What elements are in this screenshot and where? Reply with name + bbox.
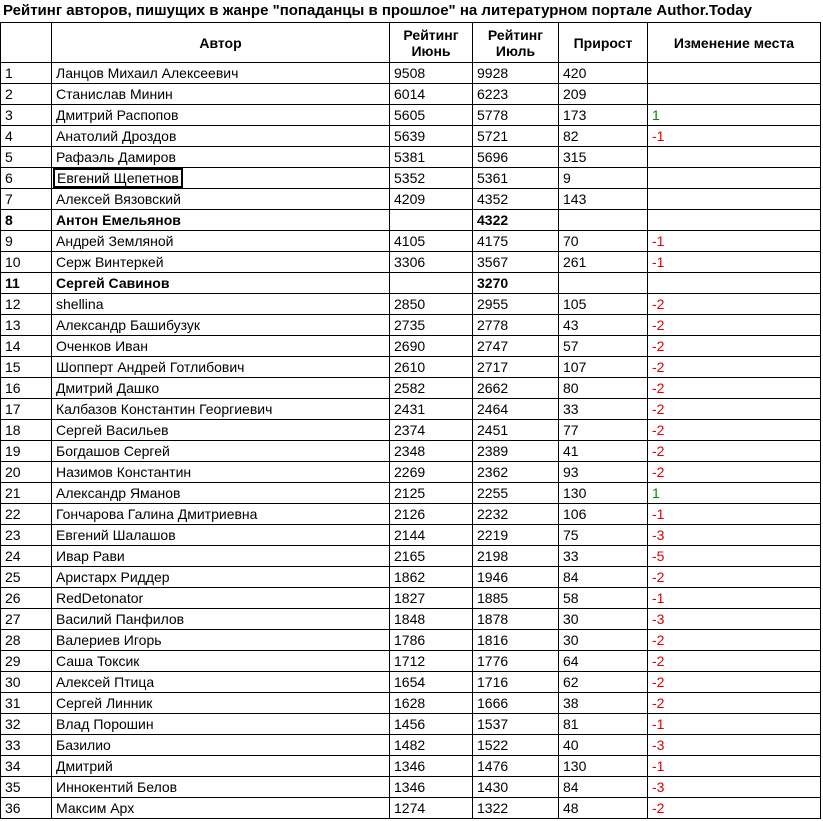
cell-rating-july[interactable]: 2778 [473,315,559,336]
table-row[interactable] [1,462,821,483]
header-rating-july: Рейтинг Июль [473,23,559,63]
cell-rating-july[interactable]: 4352 [473,189,559,210]
cell-rating-june[interactable]: 4209 [390,189,473,210]
cell-author[interactable] [52,168,390,189]
table-row[interactable] [1,63,821,84]
header-growth: Прирост [559,23,648,63]
cell-growth[interactable]: 30 [559,630,648,651]
cell-author[interactable]: Андрей Земляной [52,231,390,252]
header-place-change: Изменение места [648,23,821,63]
cell-rating-june[interactable]: 5352 [390,168,473,189]
cell-rating-july[interactable]: 1776 [473,651,559,672]
table-row[interactable] [1,567,821,588]
cell-place-change[interactable]: -2 [648,441,821,462]
cell-place-change[interactable] [648,63,821,84]
table-row[interactable] [1,315,821,336]
cell-rating-june[interactable]: 6014 [390,84,473,105]
cell-rating-june[interactable]: 1862 [390,567,473,588]
table-row[interactable] [1,168,821,189]
cell-place-change[interactable]: -2 [648,630,821,651]
cell-number[interactable]: 4 [1,126,52,147]
table-row[interactable] [1,147,821,168]
cell-rating-june[interactable] [390,210,473,231]
cell-place-change[interactable] [648,84,821,105]
cell-place-change[interactable]: -2 [648,798,821,819]
cell-author[interactable]: Максим Арх [52,798,390,819]
cell-rating-june[interactable]: 2165 [390,546,473,567]
cell-author[interactable]: Оченков Иван [52,336,390,357]
cell-rating-july[interactable]: 1816 [473,630,559,651]
cell-rating-july[interactable]: 5721 [473,126,559,147]
cell-author[interactable]: Валериев Игорь [52,630,390,651]
cell-rating-june[interactable]: 2374 [390,420,473,441]
cell-rating-june[interactable]: 2850 [390,294,473,315]
table-body [1,63,821,819]
cell-number[interactable]: 3 [1,105,52,126]
cell-author[interactable]: Рафаэль Дамиров [52,147,390,168]
cell-place-change[interactable]: -2 [648,693,821,714]
cell-place-change[interactable]: -5 [648,546,821,567]
cell-rating-july[interactable]: 2219 [473,525,559,546]
table-row[interactable] [1,546,821,567]
table-row[interactable] [1,273,821,294]
cell-growth[interactable]: 48 [559,798,648,819]
cell-number[interactable]: 29 [1,651,52,672]
cell-place-change[interactable]: 1 [648,105,821,126]
cell-number[interactable]: 33 [1,735,52,756]
cell-growth[interactable]: 84 [559,777,648,798]
cell-place-change[interactable]: -1 [648,126,821,147]
header-number [1,23,52,63]
cell-number[interactable]: 30 [1,672,52,693]
table-row[interactable] [1,693,821,714]
cell-author[interactable]: Александр Башибузук [52,315,390,336]
header-row [1,23,821,63]
table-row[interactable] [1,336,821,357]
sheet-title: Рейтинг авторов, пишущих в жанре "попаданцы в прошлое" на литературном портале Author.Today [3,2,752,19]
cell-place-change[interactable]: 1 [648,483,821,504]
table-row[interactable] [1,609,821,630]
cell-rating-july[interactable]: 5696 [473,147,559,168]
cell-rating-june[interactable]: 2735 [390,315,473,336]
cell-number[interactable]: 14 [1,336,52,357]
cell-place-change[interactable]: -2 [648,399,821,420]
cell-rating-june[interactable]: 1482 [390,735,473,756]
cell-rating-july[interactable]: 2451 [473,420,559,441]
cell-author[interactable]: Станислав Минин [52,84,390,105]
table-row[interactable] [1,357,821,378]
cell-growth[interactable]: 40 [559,735,648,756]
cell-number[interactable]: 31 [1,693,52,714]
cell-rating-july[interactable]: 1666 [473,693,559,714]
cell-place-change[interactable] [648,273,821,294]
cell-rating-july[interactable]: 4175 [473,231,559,252]
table-row[interactable] [1,504,821,525]
cell-author[interactable]: Назимов Константин [52,462,390,483]
cell-rating-june[interactable]: 1827 [390,588,473,609]
cell-growth[interactable]: 9 [559,168,648,189]
cell-growth[interactable]: 143 [559,189,648,210]
cell-rating-june[interactable]: 3306 [390,252,473,273]
cell-rating-july[interactable]: 2255 [473,483,559,504]
cell-number[interactable]: 25 [1,567,52,588]
selected-cell-frame: Евгений Щепетнов [53,168,183,188]
cell-growth[interactable]: 105 [559,294,648,315]
table-row[interactable] [1,777,821,798]
table-row[interactable] [1,294,821,315]
cell-number[interactable]: 36 [1,798,52,819]
cell-growth[interactable]: 82 [559,126,648,147]
cell-number[interactable]: 17 [1,399,52,420]
cell-growth[interactable]: 38 [559,693,648,714]
cell-place-change[interactable]: -2 [648,357,821,378]
cell-place-change[interactable]: -1 [648,252,821,273]
cell-number[interactable]: 26 [1,588,52,609]
cell-rating-july[interactable]: 3270 [473,273,559,294]
table-row[interactable] [1,210,821,231]
cell-rating-july[interactable]: 5778 [473,105,559,126]
cell-rating-july[interactable]: 2717 [473,357,559,378]
cell-rating-july[interactable]: 2747 [473,336,559,357]
cell-author[interactable]: Анатолий Дроздов [52,126,390,147]
header-rating-june: Рейтинг Июнь [390,23,473,63]
cell-author[interactable]: shellina [52,294,390,315]
header-author: Автор [52,23,390,63]
cell-growth[interactable]: 43 [559,315,648,336]
cell-author[interactable]: Сергей Васильев [52,420,390,441]
table-row[interactable] [1,735,821,756]
cell-author[interactable]: RedDetonator [52,588,390,609]
cell-rating-june[interactable]: 9508 [390,63,473,84]
cell-rating-june[interactable]: 1712 [390,651,473,672]
cell-number[interactable]: 10 [1,252,52,273]
cell-place-change[interactable] [648,210,821,231]
cell-author[interactable]: Иннокентий Белов [52,777,390,798]
cell-growth[interactable]: 209 [559,84,648,105]
cell-author[interactable]: Базилио [52,735,390,756]
cell-number[interactable]: 19 [1,441,52,462]
cell-growth[interactable]: 106 [559,504,648,525]
cell-rating-june[interactable]: 2144 [390,525,473,546]
cell-rating-july[interactable]: 1522 [473,735,559,756]
cell-growth[interactable]: 30 [559,609,648,630]
cell-number[interactable]: 6 [1,168,52,189]
table-row[interactable] [1,756,821,777]
cell-rating-july[interactable]: 4322 [473,210,559,231]
table-row[interactable] [1,483,821,504]
cell-number[interactable]: 28 [1,630,52,651]
cell-place-change[interactable]: -2 [648,651,821,672]
cell-author[interactable]: Дмитрий Дашко [52,378,390,399]
cell-author[interactable]: Серж Винтеркей [52,252,390,273]
cell-author[interactable]: Евгений Шалашов [52,525,390,546]
cell-rating-july[interactable]: 1878 [473,609,559,630]
table-row[interactable] [1,231,821,252]
table-row[interactable] [1,126,821,147]
cell-author[interactable]: Гончарова Галина Дмитриевна [52,504,390,525]
cell-rating-june[interactable]: 5381 [390,147,473,168]
table-row[interactable] [1,399,821,420]
cell-number[interactable]: 21 [1,483,52,504]
cell-number[interactable]: 15 [1,357,52,378]
table-row[interactable] [1,714,821,735]
cell-number[interactable]: 18 [1,420,52,441]
cell-number[interactable]: 1 [1,63,52,84]
table-row[interactable] [1,105,821,126]
cell-place-change[interactable] [648,189,821,210]
cell-rating-june[interactable]: 4105 [390,231,473,252]
cell-author[interactable]: Аристарх Риддер [52,567,390,588]
cell-place-change[interactable]: -2 [648,567,821,588]
cell-author[interactable]: Сергей Линник [52,693,390,714]
cell-author[interactable]: Сергей Савинов [52,273,390,294]
cell-author[interactable]: Александр Яманов [52,483,390,504]
cell-place-change[interactable]: -2 [648,294,821,315]
cell-place-change[interactable]: -1 [648,714,821,735]
cell-rating-july[interactable]: 1946 [473,567,559,588]
cell-rating-july[interactable]: 1476 [473,756,559,777]
cell-growth[interactable]: 315 [559,147,648,168]
cell-growth[interactable] [559,273,648,294]
cell-number[interactable]: 11 [1,273,52,294]
cell-number[interactable]: 24 [1,546,52,567]
cell-number[interactable]: 35 [1,777,52,798]
table-row[interactable] [1,420,821,441]
cell-number[interactable]: 2 [1,84,52,105]
rating-table [0,22,821,819]
cell-author[interactable]: Богдашов Сергей [52,441,390,462]
cell-place-change[interactable]: -3 [648,777,821,798]
cell-rating-june[interactable]: 5605 [390,105,473,126]
cell-growth[interactable]: 107 [559,357,648,378]
table-row[interactable] [1,252,821,273]
cell-growth[interactable]: 81 [559,714,648,735]
cell-place-change[interactable]: -3 [648,735,821,756]
cell-growth[interactable]: 33 [559,546,648,567]
cell-author[interactable]: Саша Токсик [52,651,390,672]
table-row[interactable] [1,651,821,672]
cell-author[interactable]: Шопперт Андрей Готлибович [52,357,390,378]
cell-growth[interactable]: 33 [559,399,648,420]
cell-number[interactable]: 32 [1,714,52,735]
cell-place-change[interactable]: -1 [648,504,821,525]
cell-growth[interactable] [559,210,648,231]
cell-number[interactable]: 7 [1,189,52,210]
cell-growth[interactable]: 75 [559,525,648,546]
cell-author[interactable]: Ланцов Михаил Алексеевич [52,63,390,84]
cell-author[interactable]: Василий Панфилов [52,609,390,630]
cell-author[interactable]: Дмитрий Распопов [52,105,390,126]
cell-place-change[interactable]: -3 [648,609,821,630]
cell-growth[interactable]: 41 [559,441,648,462]
cell-author[interactable]: Дмитрий [52,756,390,777]
cell-rating-july[interactable]: 3567 [473,252,559,273]
cell-rating-july[interactable]: 2389 [473,441,559,462]
cell-rating-july[interactable]: 2955 [473,294,559,315]
cell-author[interactable]: Ивар Рави [52,546,390,567]
cell-number[interactable]: 12 [1,294,52,315]
cell-author[interactable]: Влад Порошин [52,714,390,735]
cell-place-change[interactable]: -1 [648,588,821,609]
table-row[interactable] [1,84,821,105]
cell-rating-july[interactable]: 1537 [473,714,559,735]
cell-rating-june[interactable]: 2269 [390,462,473,483]
cell-rating-june[interactable]: 2348 [390,441,473,462]
cell-rating-july[interactable]: 6223 [473,84,559,105]
cell-place-change[interactable]: -2 [648,336,821,357]
cell-author[interactable]: Антон Емельянов [52,210,390,231]
cell-growth[interactable]: 130 [559,483,648,504]
cell-rating-july[interactable]: 2362 [473,462,559,483]
table-row[interactable] [1,588,821,609]
cell-number[interactable]: 20 [1,462,52,483]
cell-place-change[interactable]: -1 [648,756,821,777]
cell-number[interactable]: 16 [1,378,52,399]
cell-growth[interactable]: 84 [559,567,648,588]
table-row[interactable] [1,798,821,819]
cell-rating-june[interactable]: 1346 [390,777,473,798]
cell-place-change[interactable]: -2 [648,462,821,483]
cell-rating-july[interactable]: 1885 [473,588,559,609]
cell-rating-june[interactable]: 1654 [390,672,473,693]
cell-growth[interactable]: 173 [559,105,648,126]
cell-number[interactable]: 23 [1,525,52,546]
table-row[interactable] [1,441,821,462]
table-row[interactable] [1,378,821,399]
cell-growth[interactable]: 58 [559,588,648,609]
cell-place-change[interactable] [648,168,821,189]
cell-rating-july[interactable]: 1322 [473,798,559,819]
cell-growth[interactable]: 57 [559,336,648,357]
cell-number[interactable]: 5 [1,147,52,168]
cell-rating-july[interactable]: 1430 [473,777,559,798]
cell-rating-july[interactable]: 2232 [473,504,559,525]
cell-place-change[interactable]: -3 [648,525,821,546]
cell-growth[interactable]: 64 [559,651,648,672]
cell-rating-june[interactable]: 2431 [390,399,473,420]
cell-rating-july[interactable]: 2464 [473,399,559,420]
cell-number[interactable]: 27 [1,609,52,630]
cell-growth[interactable]: 77 [559,420,648,441]
cell-growth[interactable]: 62 [559,672,648,693]
cell-author[interactable]: Алексей Птица [52,672,390,693]
cell-rating-july[interactable]: 1716 [473,672,559,693]
cell-rating-june[interactable]: 2582 [390,378,473,399]
table-row[interactable] [1,630,821,651]
cell-place-change[interactable]: -1 [648,231,821,252]
cell-rating-june[interactable]: 2126 [390,504,473,525]
cell-rating-june[interactable]: 1786 [390,630,473,651]
cell-number[interactable]: 9 [1,231,52,252]
table-row[interactable] [1,525,821,546]
cell-rating-june[interactable]: 1848 [390,609,473,630]
cell-rating-june[interactable]: 2125 [390,483,473,504]
cell-growth[interactable]: 70 [559,231,648,252]
cell-rating-june[interactable]: 1456 [390,714,473,735]
cell-rating-july[interactable]: 5361 [473,168,559,189]
table-row[interactable] [1,672,821,693]
cell-rating-july[interactable]: 2198 [473,546,559,567]
cell-place-change[interactable]: -2 [648,672,821,693]
cell-rating-june[interactable]: 2610 [390,357,473,378]
cell-author[interactable]: Алексей Вязовский [52,189,390,210]
cell-author[interactable]: Калбазов Константин Георгиевич [52,399,390,420]
cell-number[interactable]: 13 [1,315,52,336]
cell-place-change[interactable]: -2 [648,315,821,336]
cell-rating-june[interactable]: 5639 [390,126,473,147]
cell-growth[interactable]: 261 [559,252,648,273]
cell-place-change[interactable]: -2 [648,420,821,441]
cell-growth[interactable]: 93 [559,462,648,483]
cell-rating-june[interactable] [390,273,473,294]
cell-growth[interactable]: 80 [559,378,648,399]
cell-number[interactable]: 8 [1,210,52,231]
cell-growth[interactable]: 420 [559,63,648,84]
table-row[interactable] [1,189,821,210]
cell-rating-july[interactable]: 9928 [473,63,559,84]
cell-rating-june[interactable]: 1274 [390,798,473,819]
cell-place-change[interactable] [648,147,821,168]
cell-rating-july[interactable]: 2662 [473,378,559,399]
cell-growth[interactable]: 130 [559,756,648,777]
cell-rating-june[interactable]: 1628 [390,693,473,714]
cell-number[interactable]: 22 [1,504,52,525]
cell-rating-june[interactable]: 2690 [390,336,473,357]
cell-number[interactable]: 34 [1,756,52,777]
cell-place-change[interactable]: -2 [648,378,821,399]
cell-rating-june[interactable]: 1346 [390,756,473,777]
